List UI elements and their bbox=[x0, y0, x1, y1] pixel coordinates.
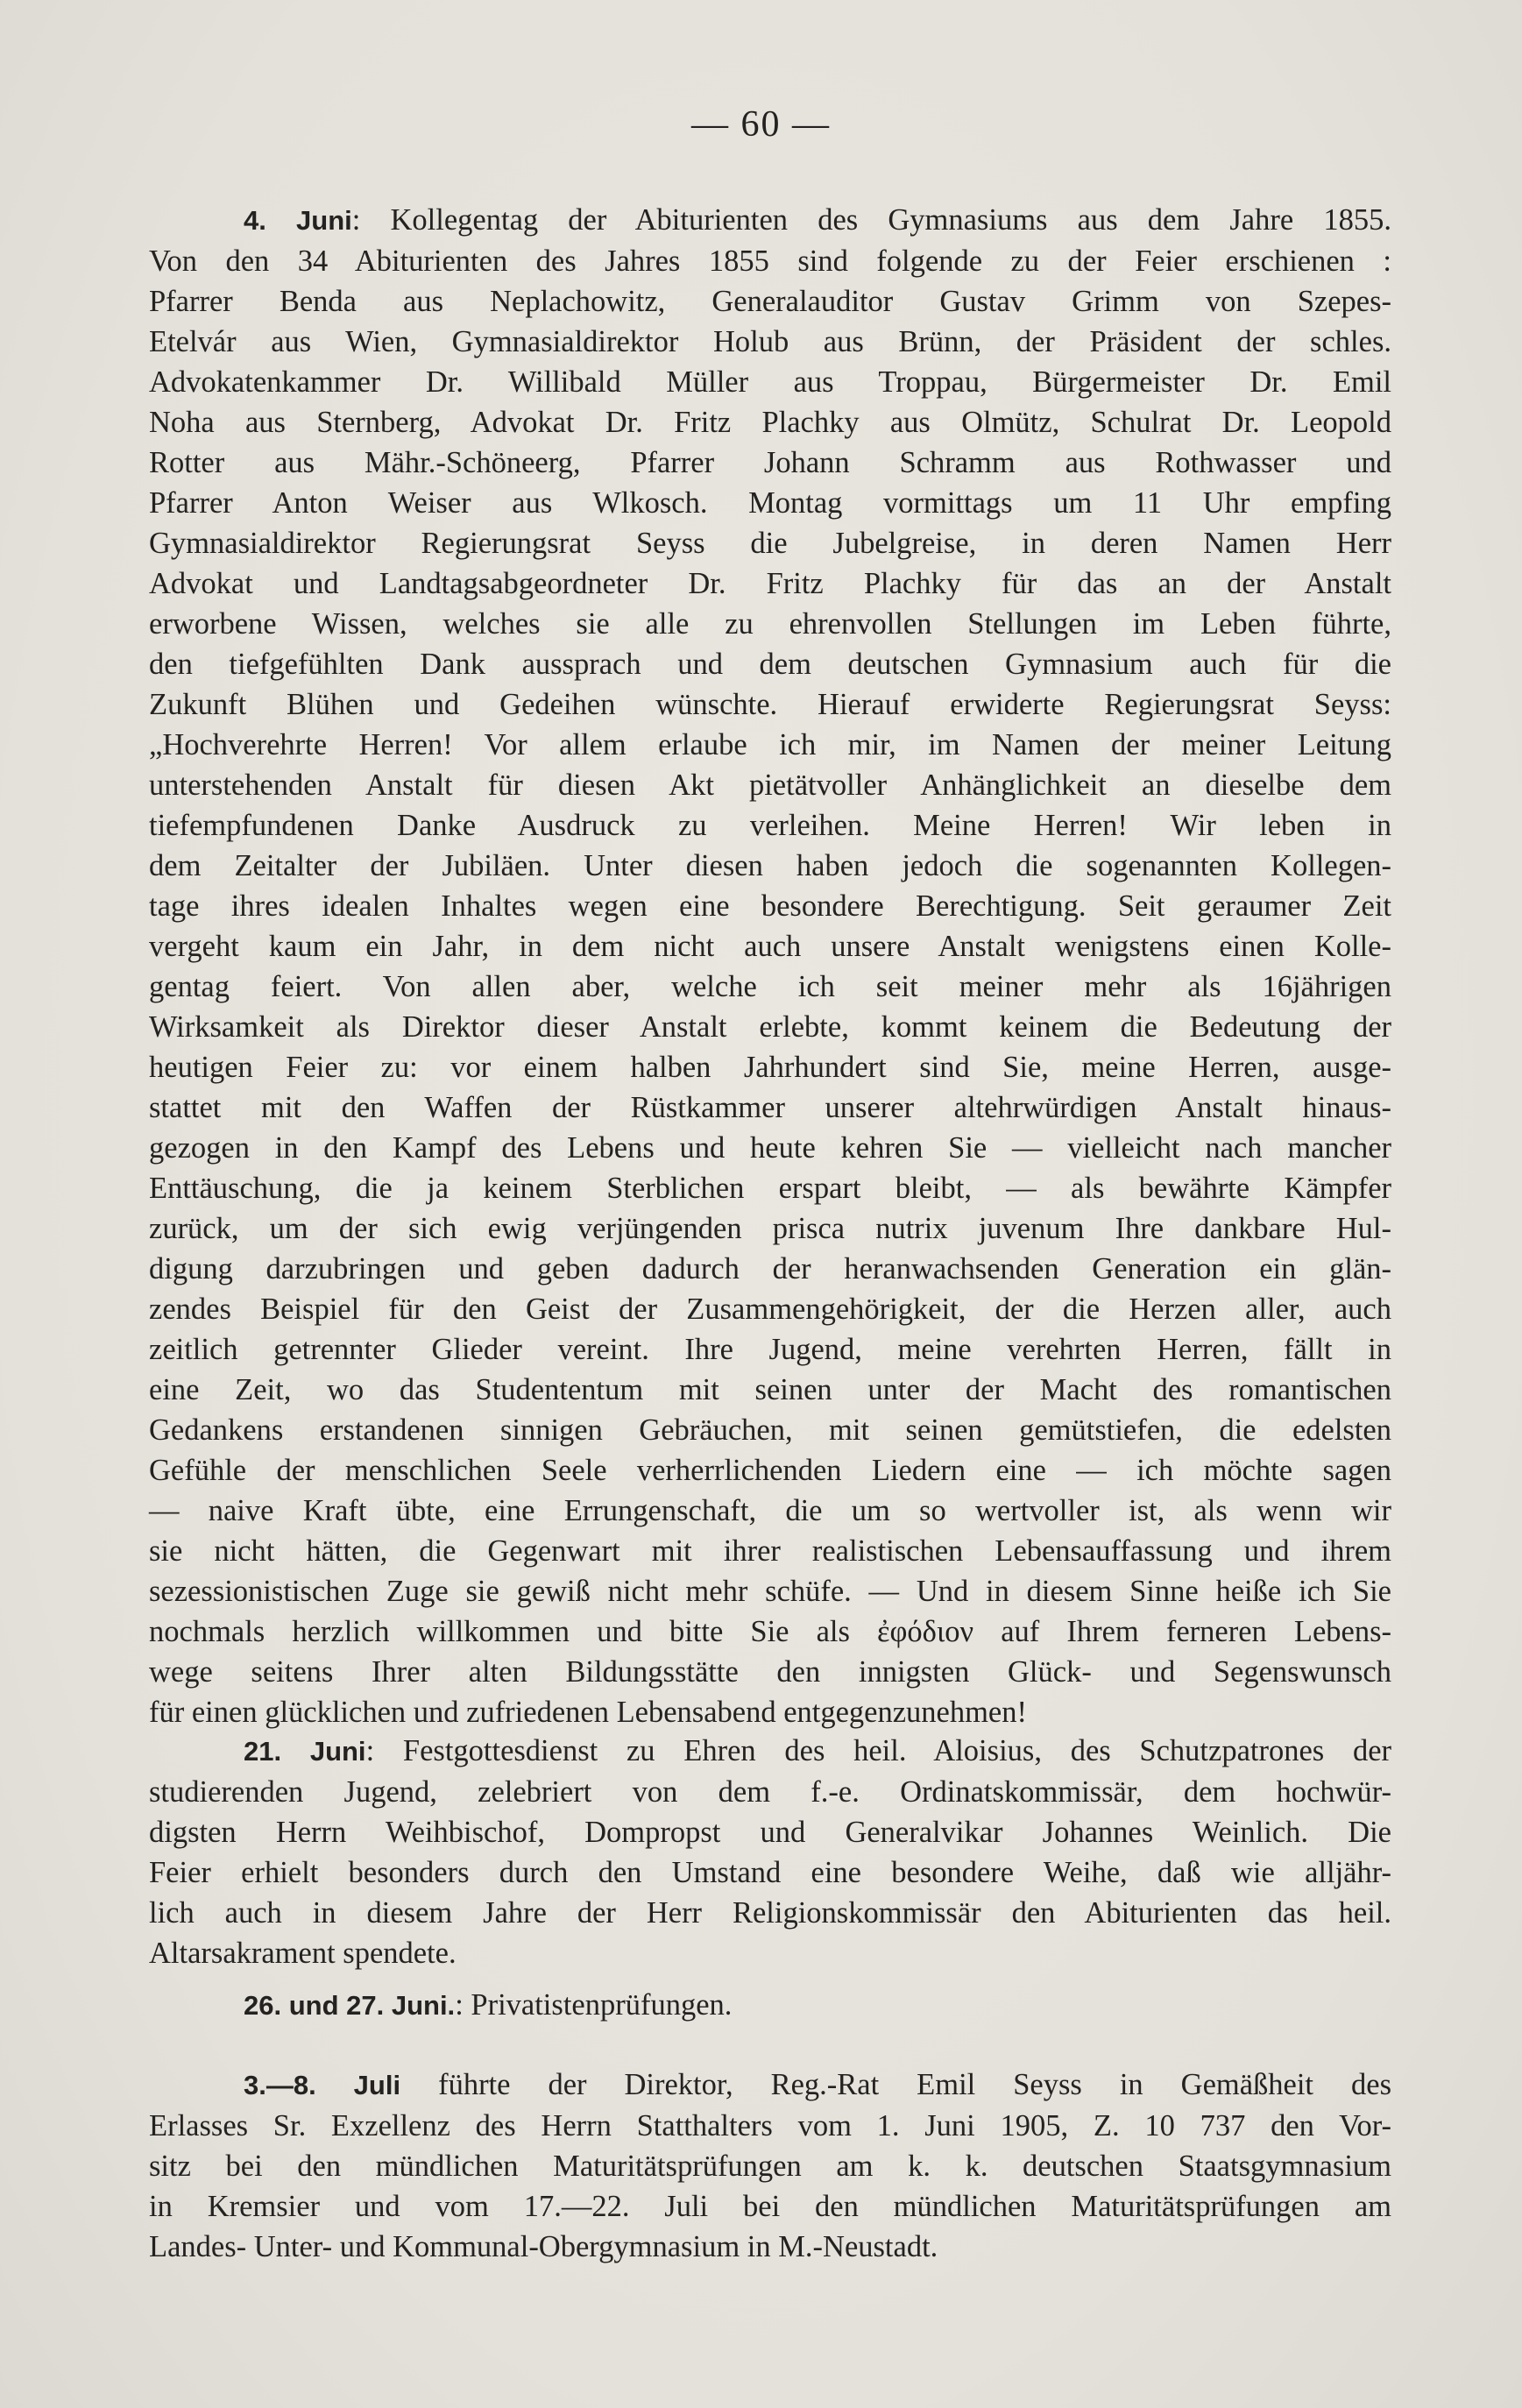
text-line: sitz bei den mündlichen Maturitätsprüfungen am k. k. deutschen Staatsgymnasium bbox=[149, 2149, 1391, 2183]
text-line: Landes- Unter- und Kommunal-Obergymnasium in M.-Neustadt. bbox=[149, 2230, 938, 2263]
text-line: sie nicht hätten, die Gegenwart mit ihrer realistischen Lebensauffassung und ihrem bbox=[149, 1534, 1391, 1568]
text-line: tage ihres idealen Inhaltes wegen eine besondere Berechtigung. Seit geraumer Zeit bbox=[149, 889, 1391, 923]
text-line: Noha aus Sternberg, Advokat Dr. Fritz Plachky aus Olmütz, Schulrat Dr. Leopold bbox=[149, 406, 1391, 439]
text-line: Advokatenkammer Dr. Willibald Müller aus Troppau, Bürgermeister Dr. Emil bbox=[149, 365, 1391, 399]
text-line: Von den 34 Abiturienten des Jahres 1855 sind folgende zu der Feier erschienen : bbox=[149, 244, 1391, 278]
text-line: dem Zeitalter der Jubiläen. Unter diesen haben jedoch die sogenannten Kollegen- bbox=[149, 849, 1391, 882]
text-line: stattet mit den Waffen der Rüstkammer unserer altehrwürdigen Anstalt hinaus- bbox=[149, 1091, 1391, 1124]
text-line: 3.—8. Juli führte der Direktor, Reg.-Rat Emil Seyss in Gemäßheit des bbox=[244, 2068, 1391, 2101]
text-line: digung darzubringen und geben dadurch der heranwachsenden Generation ein glän- bbox=[149, 1252, 1391, 1285]
text-line: sezessionistischen Zuge sie gewiß nicht mehr schüfe. — Und in diesem Sinne heiße ich Sie bbox=[149, 1575, 1391, 1608]
text-line: Feier erhielt besonders durch den Umstand eine besondere Weihe, daß wie alljähr- bbox=[149, 1856, 1391, 1889]
text-line: eine Zeit, wo das Studententum mit seinen unter der Macht des romantischen bbox=[149, 1373, 1391, 1406]
text-line: zeitlich getrennter Glieder vereint. Ihre Jugend, meine verehrten Herren, fällt in bbox=[149, 1333, 1391, 1366]
text-line: Zukunft Blühen und Gedeihen wünschte. Hierauf erwiderte Regierungsrat Seyss: bbox=[149, 688, 1391, 721]
text-line: gezogen in den Kampf des Lebens und heute kehren Sie — vielleicht nach mancher bbox=[149, 1131, 1391, 1165]
paragraph bbox=[149, 200, 1391, 1732]
section-4-juni bbox=[149, 200, 1391, 1732]
text-line: zendes Beispiel für den Geist der Zusammengehörigkeit, der die Herzen aller, auch bbox=[149, 1293, 1391, 1326]
text-line: Pfarrer Benda aus Neplachowitz, Generalauditor Gustav Grimm von Szepes- bbox=[149, 285, 1391, 318]
text-line: unterstehenden Anstalt für diesen Akt pietätvoller Anhänglichkeit an dieselbe dem bbox=[149, 768, 1391, 802]
text-line: 21. Juni: Festgottesdienst zu Ehren des heil. Aloisius, des Schutzpatrones der bbox=[244, 1734, 1391, 1767]
paragraph bbox=[149, 2065, 1391, 2267]
text-line: zurück, um der sich ewig verjüngenden prisca nutrix juvenum Ihre dankbare Hul- bbox=[149, 1212, 1391, 1245]
text-line: 26. und 27. Juni.: Privatistenprüfungen. bbox=[244, 1988, 733, 2022]
text-line: heutigen Feier zu: vor einem halben Jahrhundert sind Sie, meine Herren, ausge- bbox=[149, 1051, 1391, 1084]
section-3-8-juli bbox=[149, 2065, 1391, 2267]
section-date: 21. Juni bbox=[244, 1736, 366, 1767]
text-line: Erlasses Sr. Exzellenz des Herrn Statthalters vom 1. Juni 1905, Z. 10 737 den Vor- bbox=[149, 2109, 1391, 2142]
text-line: für einen glücklichen und zufriedenen Lebensabend entgegenzunehmen! bbox=[149, 1696, 1027, 1729]
text-line: Gymnasialdirektor Regierungsrat Seyss die Jubelgreise, in deren Namen Herr bbox=[149, 527, 1391, 560]
text-line: erworbene Wissen, welches sie alle zu ehrenvollen Stellungen im Leben führte, bbox=[149, 607, 1391, 641]
section-21-juni bbox=[149, 1731, 1391, 1973]
text-line: Gedankens erstandenen sinnigen Gebräuchen, mit seinen gemütstiefen, die edelsten bbox=[149, 1413, 1391, 1447]
text-line: Enttäuschung, die ja keinem Sterblichen erspart bleibt, — als bewährte Kämpfer bbox=[149, 1172, 1391, 1205]
text-line: Rotter aus Mähr.-Schöneerg, Pfarrer Johann Schramm aus Rothwasser und bbox=[149, 446, 1391, 479]
text-line: vergeht kaum ein Jahr, in dem nicht auch unsere Anstalt wenigstens einen Kolle- bbox=[149, 930, 1391, 963]
section-26-27-juni bbox=[149, 1985, 1391, 2026]
text-line: Etelvár aus Wien, Gymnasialdirektor Holub aus Brünn, der Präsident der schles. bbox=[149, 325, 1391, 358]
paragraph bbox=[149, 1731, 1391, 1973]
text-line: nochmals herzlich willkommen und bitte Sie als ἐφόδιον auf Ihrem ferneren Lebens- bbox=[149, 1615, 1391, 1648]
text-line: tiefempfundenen Danke Ausdruck zu verleihen. Meine Herren! Wir leben in bbox=[149, 809, 1391, 842]
text-line: Wirksamkeit als Direktor dieser Anstalt erlebte, kommt keinem die Bedeutung der bbox=[149, 1010, 1391, 1044]
section-date: 3.—8. Juli bbox=[244, 2070, 401, 2100]
text-line: studierenden Jugend, zelebriert von dem f.-e. Ordinatskommissär, dem hochwür- bbox=[149, 1775, 1391, 1809]
text-line: wege seitens Ihrer alten Bildungsstätte den innigsten Glück- und Segenswunsch bbox=[149, 1655, 1391, 1689]
section-date: 26. und 27. Juni. bbox=[244, 1990, 456, 2021]
text-line: digsten Herrn Weihbischof, Dompropst und Generalvikar Johannes Weinlich. Die bbox=[149, 1816, 1391, 1849]
text-line: — naive Kraft übte, eine Errungenschaft, die um so wertvoller ist, als wenn wir bbox=[149, 1494, 1391, 1527]
text-line: Gefühle der menschlichen Seele verherrlichenden Liedern eine — ich möchte sagen bbox=[149, 1454, 1391, 1487]
text-line: den tiefgefühlten Dank aussprach und dem deutschen Gymnasium auch für die bbox=[149, 648, 1391, 681]
text-line: Altarsakrament spendete. bbox=[149, 1937, 457, 1970]
page-number: — 60 — bbox=[691, 104, 831, 145]
text-line: in Kremsier und vom 17.—22. Juli bei den mündlichen Maturitätsprüfungen am bbox=[149, 2190, 1391, 2223]
text-line: „Hochverehrte Herren! Vor allem erlaube ich mir, im Namen der meiner Leitung bbox=[149, 728, 1391, 761]
text-line: lich auch in diesem Jahre der Herr Religionskommissär den Abiturienten das heil. bbox=[149, 1896, 1391, 1930]
text-line: Pfarrer Anton Weiser aus Wlkosch. Montag vormittags um 11 Uhr empfing bbox=[149, 486, 1391, 520]
text-line: 4. Juni: Kollegentag der Abiturienten des Gymnasiums aus dem Jahre 1855. bbox=[244, 203, 1391, 237]
text-line: Advokat und Landtagsabgeordneter Dr. Fritz Plachky für das an der Anstalt bbox=[149, 567, 1391, 600]
text-line: gentag feiert. Von allen aber, welche ich seit meiner mehr als 16jährigen bbox=[149, 970, 1391, 1003]
section-date: 4. Juni bbox=[244, 205, 352, 236]
paragraph bbox=[149, 1985, 1391, 2026]
